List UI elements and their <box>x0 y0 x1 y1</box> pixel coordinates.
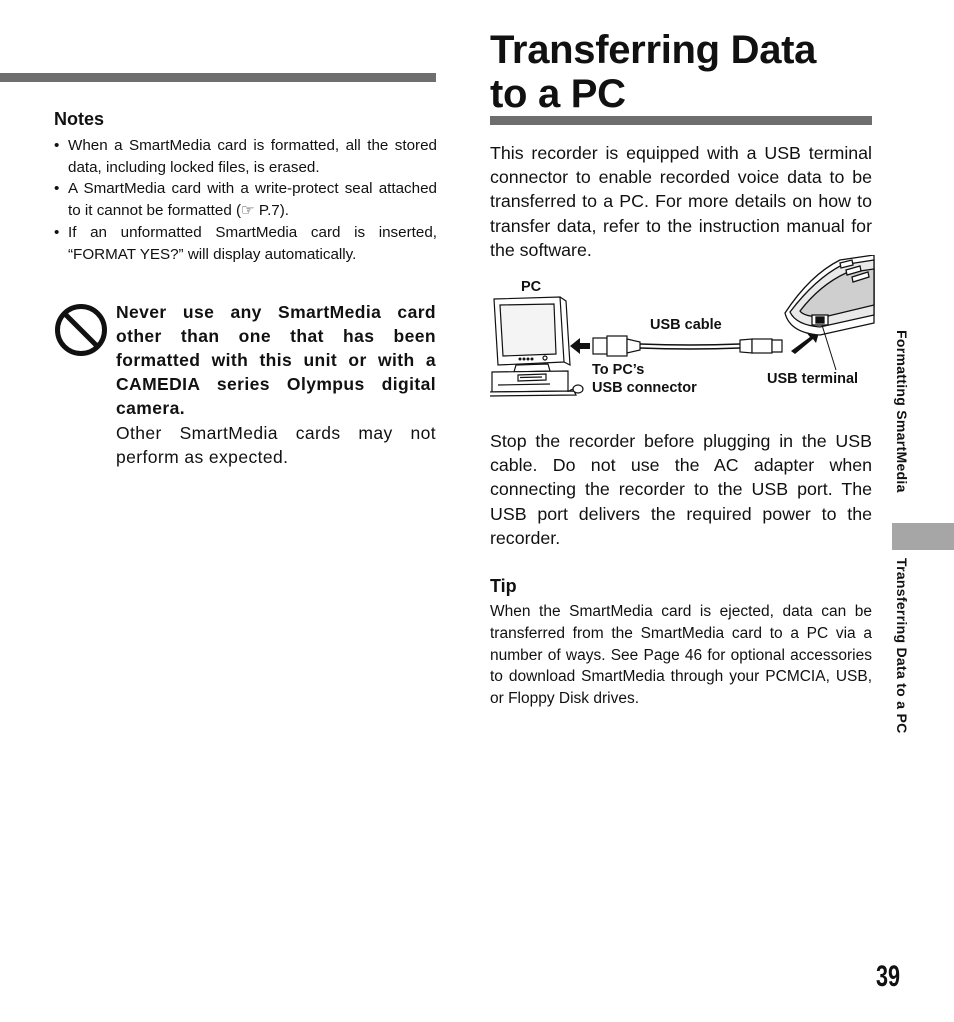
page-number: 39 <box>876 960 901 993</box>
note-text: When a SmartMedia card is formatted, all the stored data, including locked files, is erased. <box>68 137 437 176</box>
arrow-left-icon <box>570 338 590 354</box>
note-text: If an unformatted SmartMedia card is inserted, “FORMAT YES?” will display automatically. <box>68 223 437 263</box>
left-header-rule <box>0 73 436 82</box>
usb-cable-icon <box>593 336 782 356</box>
sidebar-section-formatting: Formatting SmartMedia <box>894 330 910 493</box>
pc-usb-connector-label <box>592 361 697 397</box>
usb-terminal-label: USB terminal <box>767 371 859 387</box>
note-item <box>54 222 437 265</box>
title-rule <box>490 116 872 125</box>
pc-label: PC <box>521 279 542 295</box>
note-item <box>54 178 437 221</box>
notes-heading: Notes <box>54 109 105 129</box>
bullet-icon: • <box>54 223 60 241</box>
page-title <box>490 28 910 116</box>
note-text: A SmartMedia card with a write-protect seal attached to it cannot be formatted (☞ P.7). <box>68 180 437 220</box>
title-line-1: Transferring Data <box>490 28 817 72</box>
warning-bold-text: Never use any SmartMedia card other than one that has been formatted with this unit or with a CAMEDIA series Olympus digital camera. <box>116 302 436 418</box>
title-line-2: to a PC <box>490 72 626 116</box>
caution-paragraph: Stop the recorder before plugging in the USB cable. Do not use the AC adapter when connecting the recorder to the USB port. The USB port delivers the required power to the recorder. <box>490 431 872 548</box>
notes-list <box>54 135 437 265</box>
warning-text: Other SmartMedia cards may not perform as expected. <box>116 423 436 467</box>
bullet-icon: • <box>54 180 60 198</box>
sidebar-section-transferring: Transferring Data to a PC <box>894 558 910 734</box>
connector-label-line-2: USB connector <box>592 380 697 396</box>
usb-cable-label: USB cable <box>650 317 722 333</box>
bullet-icon: • <box>54 137 60 154</box>
tip-heading: Tip <box>490 576 517 596</box>
prohibited-icon <box>54 303 108 357</box>
sidebar-active-tab <box>892 523 954 550</box>
intro-paragraph: This recorder is equipped with a USB terminal connector to enable recorded voice data to be transferred to a PC. For more details on how to transfer data, refer to the instruction manual for the software. <box>490 143 872 260</box>
usb-connection-diagram <box>490 255 875 403</box>
note-item <box>54 135 437 178</box>
voice-recorder-icon <box>785 255 874 335</box>
pc-icon <box>490 297 583 396</box>
connector-label-line-1: To PC’s <box>592 362 645 378</box>
tip-text: When the SmartMedia card is ejected, data can be transferred from the SmartMedia card to a PC via a number of ways. See Page 46 for optional accessories to download SmartMedia through your PCMCIA, USB, or Floppy Disk drives. <box>490 603 872 708</box>
